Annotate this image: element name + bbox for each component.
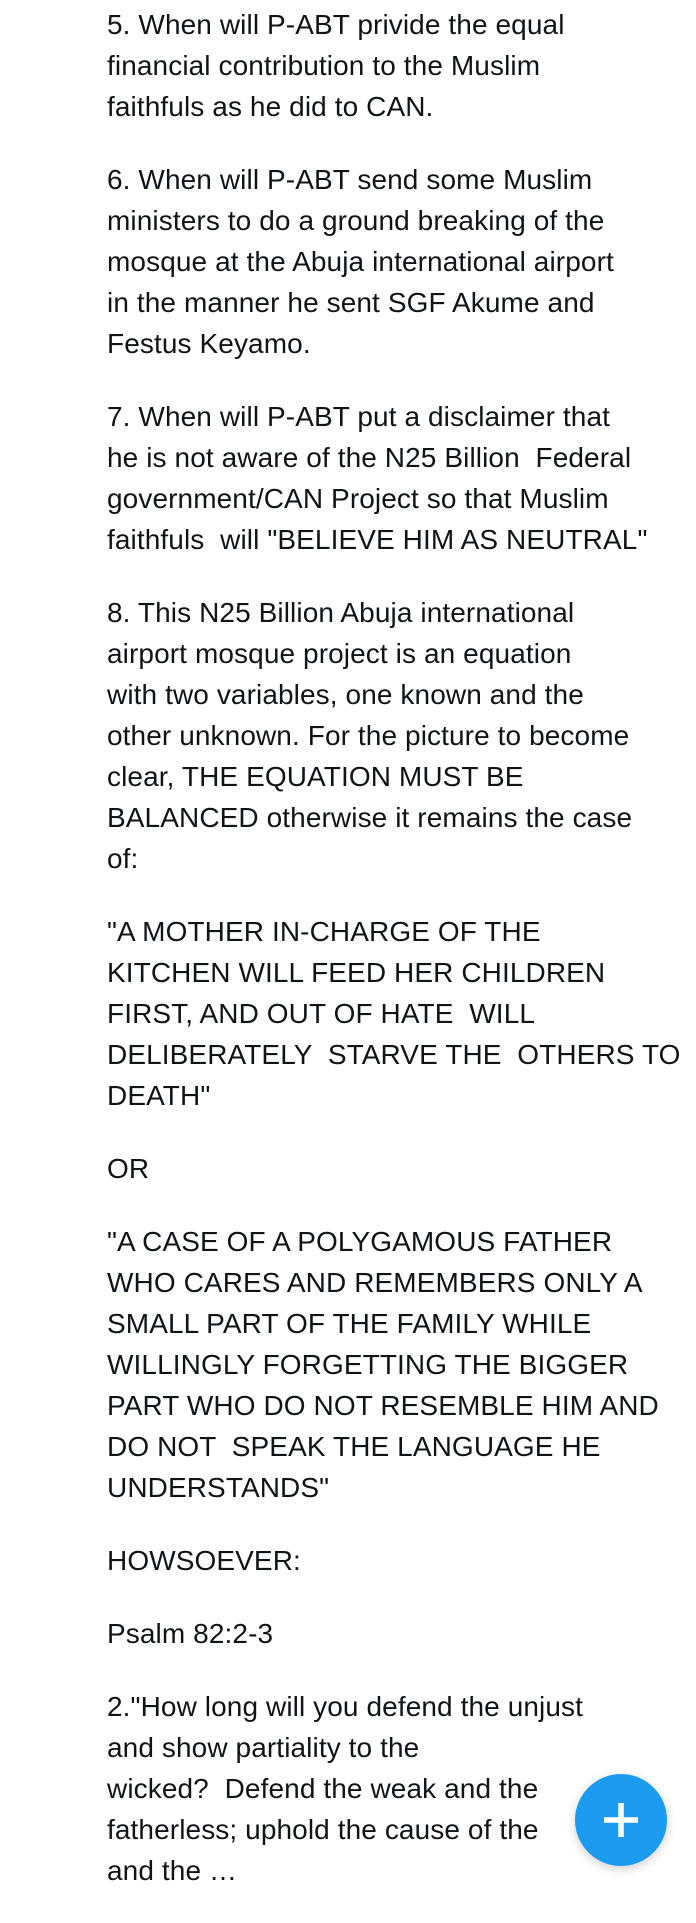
post-paragraph xyxy=(107,1148,667,1189)
post-line: wicked? Defend the weak and the xyxy=(107,1773,539,1804)
post-line: "A MOTHER IN-CHARGE OF THE xyxy=(107,916,541,947)
post-paragraph xyxy=(107,1613,667,1654)
post-line: HOWSOEVER: xyxy=(107,1545,301,1576)
post-line: fatherless; uphold the cause of the xyxy=(107,1814,539,1845)
post-line: DEATH" xyxy=(107,1080,211,1111)
post-line: faithfuls as he did to CAN. xyxy=(107,91,434,122)
post-line: faithfuls will "BELIEVE HIM AS NEUTRAL" xyxy=(107,524,648,555)
post-line: 7. When will P-ABT put a disclaimer that xyxy=(107,401,611,432)
post-line: mosque at the Abuja international airport xyxy=(107,246,614,277)
post-text xyxy=(107,4,681,1923)
post-line: government/CAN Project so that Muslim xyxy=(107,483,609,514)
post-line: OR xyxy=(107,1153,150,1184)
post-paragraph xyxy=(107,1540,667,1581)
post-line: in the manner he sent SGF Akume and xyxy=(107,287,595,318)
post-paragraph xyxy=(107,159,667,364)
post-line: UNDERSTANDS" xyxy=(107,1472,330,1503)
post-line: Festus Keyamo. xyxy=(107,328,311,359)
post-paragraph xyxy=(107,1686,667,1891)
post-line: other unknown. For the picture to become xyxy=(107,720,630,751)
post-line: 2."How long will you defend the unjust xyxy=(107,1691,584,1722)
post-paragraph xyxy=(107,911,681,1116)
plus-icon xyxy=(601,1800,641,1840)
post-line: ministers to do a ground breaking of the xyxy=(107,205,605,236)
post-line: WHO CARES AND REMEMBERS ONLY A xyxy=(107,1267,643,1298)
post-paragraph xyxy=(107,592,667,879)
post-line: with two variables, one known and the xyxy=(107,679,584,710)
post-line: financial contribution to the Muslim xyxy=(107,50,541,81)
post-paragraph xyxy=(107,4,667,127)
post-line: PART WHO DO NOT RESEMBLE HIM AND xyxy=(107,1390,659,1421)
post-line: he is not aware of the N25 Billion Federal xyxy=(107,442,632,473)
post-line: Psalm 82:2-3 xyxy=(107,1618,274,1649)
post-paragraph xyxy=(107,1221,667,1508)
post-line: SMALL PART OF THE FAMILY WHILE xyxy=(107,1308,592,1339)
post-line: FIRST, AND OUT OF HATE WILL xyxy=(107,998,536,1029)
post-line: 5. When will P-ABT privide the equal xyxy=(107,9,565,40)
post-line: and the … xyxy=(107,1855,238,1886)
post-line: 6. When will P-ABT send some Muslim xyxy=(107,164,593,195)
post-line: of: xyxy=(107,843,139,874)
post-paragraph xyxy=(107,396,667,560)
post-line: DELIBERATELY STARVE THE OTHERS TO xyxy=(107,1039,681,1070)
post-line: WILLINGLY FORGETTING THE BIGGER xyxy=(107,1349,629,1380)
post-line: and show partiality to the xyxy=(107,1732,420,1763)
post-line: airport mosque project is an equation xyxy=(107,638,572,669)
post-line: 8. This N25 Billion Abuja international xyxy=(107,597,575,628)
post-line: "A CASE OF A POLYGAMOUS FATHER xyxy=(107,1226,613,1257)
post-line: DO NOT SPEAK THE LANGUAGE HE xyxy=(107,1431,601,1462)
post-line: KITCHEN WILL FEED HER CHILDREN xyxy=(107,957,606,988)
compose-button[interactable] xyxy=(575,1774,667,1866)
post-line: clear, THE EQUATION MUST BE xyxy=(107,761,524,792)
post-line: BALANCED otherwise it remains the case xyxy=(107,802,633,833)
